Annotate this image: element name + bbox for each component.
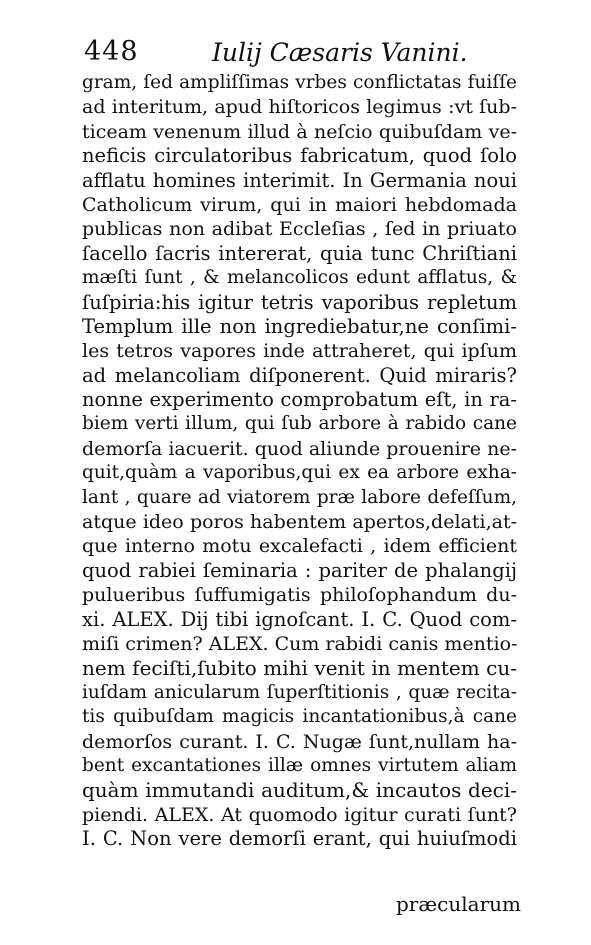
text-line: nem feciſti,ſubito mihi venit in mentem cu-	[82, 656, 517, 681]
catchword: præcularum	[396, 892, 521, 916]
text-line: mæſti ſunt , & melancolicos edunt afflatus, &	[82, 267, 517, 289]
running-head: Iulij Cæsaris Vanini.	[212, 38, 468, 67]
text-line: I. C. Non vere demorſi erant, qui huiuſmodi	[82, 827, 517, 851]
text-line: demorſos curant. I. C. Nugæ ſunt,nullam ha-	[82, 730, 517, 753]
text-line: iuſdam anicularum ſuperſtitionis , quæ recita-	[82, 681, 517, 703]
text-line: Templum ille non ingrediebatur,ne conſimi-	[82, 314, 517, 338]
text-line: bent excantationes illæ omnes virtutem aliam	[82, 754, 517, 776]
text-line: quàm immutandi auditum,& incautos deci-	[82, 778, 517, 803]
text-line: neficis circulatoribus fabricatum, quod ſolo	[82, 144, 517, 168]
text-line: ad interitum, apud hiſtoricos legimus :vt ſub-	[82, 96, 517, 119]
text-line: afflatu homines interimit. In Germania noui	[82, 168, 517, 192]
text-line: que interno motu excalefacti , idem efficient	[82, 535, 517, 558]
text-line: pulueribus ſuffumigatis philoſophandum du-	[82, 584, 517, 607]
text-line: Catholicum virum, qui in maiori hebdomada	[82, 193, 517, 216]
text-line: lant , quare ad viatorem præ labore defeſſum,	[82, 486, 517, 508]
text-line: ſuſpiria:his igitur tetris vaporibus repletum	[82, 290, 517, 314]
text-line: publicas non adibat Eccleſias , ſed in priuato	[82, 218, 517, 241]
text-line: quod rabiei ſeminaria : pariter de phalangij	[82, 558, 517, 582]
text-line: les tetros vapores inde attraheret, qui ipſum	[82, 340, 517, 363]
text-line: xi. ALEX. Dij tibi ignoſcant. I. C. Quod com-	[82, 607, 517, 631]
text-line: biem verti illum, qui ſub arbore à rabido cane	[82, 413, 517, 435]
text-line: ticeam venenum illud à neſcio quibuſdam ve-	[82, 120, 517, 143]
text-line: ad melancoliam diſponerent. Quid miraris?	[82, 363, 517, 387]
text-line: tis quibuſdam magicis incantationibus,à cane	[82, 706, 517, 728]
text-line: ſacello ſacris intererat, quia tunc Chriſtiani	[82, 241, 517, 265]
page-number: 448	[84, 36, 139, 67]
text-line: nonne experimento comprobatum eſt, in ra-	[82, 388, 517, 412]
text-line: miſi crimen? ALEX. Cum rabidi canis mentio-	[82, 632, 518, 655]
page-header	[84, 36, 514, 70]
body-text	[82, 71, 517, 852]
text-line: gram, ſed ampliſſimas vrbes conflictatas fuiſſe	[82, 72, 517, 93]
text-line: quit,quàm a vaporibus,qui ex ea arbore exha-	[82, 462, 517, 484]
text-line: demorſa iacuerit. quod aliunde prouenire ne-	[82, 437, 517, 460]
text-line: atque ideo poros habentem apertos,delati,at-	[82, 511, 517, 534]
text-line: piendi. ALEX. At quomodo igitur curati ſunt?	[82, 803, 517, 826]
